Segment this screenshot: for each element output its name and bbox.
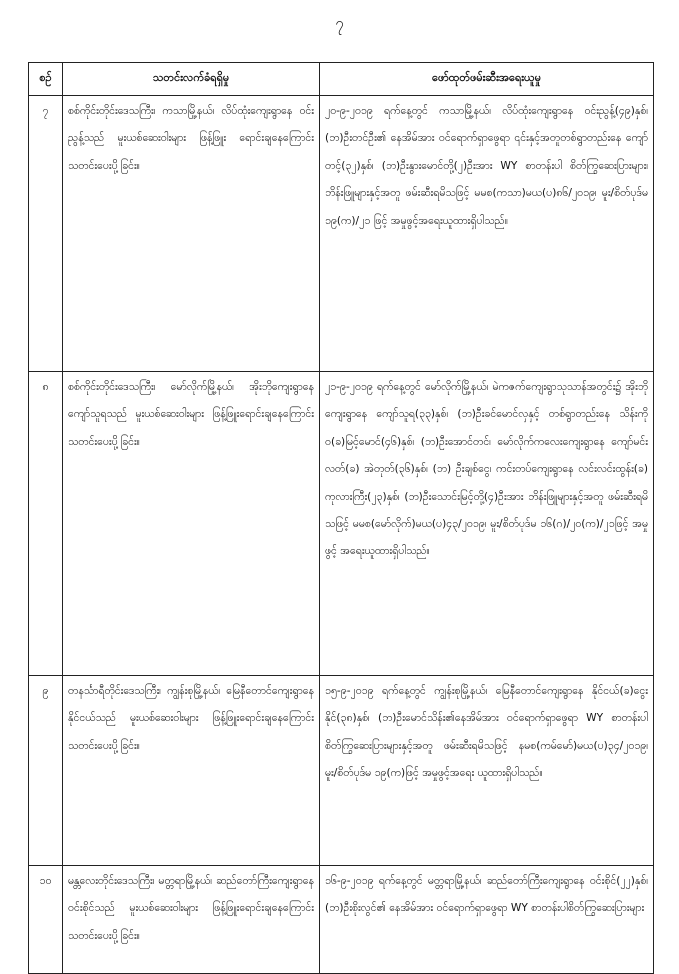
action-taken-cell: ၁၅-၉-၂၀၁၉ ရက်နေ့တွင် ကျွန်းစုမြို့နယ်၊ မြေနီတောင်ကျေးရွာနေ နိုင်ငယ်(ခ)ငွေးနိုင်(၃၈)နှစ်၊ (ဘ)ဦးမောင်သိန်း၏နေအိမ်အား ဝင်ရောက်ရှာဖွေရာ WY စာတန်းပါစိတ်ကြွဆေးပြားများနှင့်အတူ ဖမ်းဆီးရမိသဖြင့် နမစ(ကမ်မော်)မယ(ပ)၃၄/၂၀၁၉၊ မူး/စိတ်ပုဒ်မ ၁၉(က)ဖြင့် အမှုဖွင့်အရေး ယူထားရှိပါသည်။ bbox=[320, 676, 654, 866]
action-taken-cell: ၂၀-၉-၂၀၁၉ ရက်နေ့တွင် ကသာမြို့နယ်၊ လိပ်ထုံးကျေးရွာနေ ဝင်းညွန့်(၄၉)နှစ်၊ (ဘ)ဦးတင်ဦး၏ နေအိမ်အား ဝင်ရောက်ရှာဖွေရာ ၎င်းနှင့်အတူတစ်ရွာတည်းနေ ကျော်တင့်(၃၂)နှစ်၊ (ဘ)ဦးနွားမောင်တို့(၂)ဦးအား WY စာတန်းပါ စိတ်ကြွဆေးပြားများ၊ ဘိန်းဖြူများနှင့်အတူ ဖမ်းဆီးရမိသဖြင့် မမစ(ကသာ)မယ(ပ)၈၆/၂၀၁၉၊ မူး/စိတ်ပုဒ်မ ၁၉(က)/၂၁ ဖြင့် အမှုဖွင့်အရေးယူထားရှိပါသည်။ bbox=[320, 96, 654, 372]
table-row bbox=[29, 96, 654, 372]
serial-number-cell: ၁၀ bbox=[29, 866, 63, 974]
table-row bbox=[29, 866, 654, 974]
table-row bbox=[29, 676, 654, 866]
header-action-taken: ဖော်ထုတ်ဖမ်းဆီးအရေးယူမှု bbox=[320, 63, 654, 96]
action-taken-cell: ၁၆-၉-၂၀၁၉ ရက်နေ့တွင် မတ္တရာမြို့နယ်၊ ဆည်တော်ကြီးကျေးရွာနေ ဝင်းစိုင်(၂၂)နှစ်၊ (ဘ)ဦးစိုးလွင်၏ နေအိမ်အား ဝင်ရောက်ရှာဖွေရာ WY စာတန်းပါစိတ်ကြွဆေးပြားများ bbox=[320, 866, 654, 974]
information-received-cell: မန္တလေးတိုင်းဒေသကြီး၊ မတ္တရာမြို့နယ်၊ ဆည်တော်ကြီးကျေးရွာနေ ဝင်းစိုင်သည် မူးယစ်ဆေးဝါးများ ဖြန့်ဖြူးရောင်းချနေကြောင်း သတင်းပေးပို့ခြင်း။ bbox=[63, 866, 320, 974]
action-taken-cell: ၂၁-၉-၂၀၁၉ ရက်နေ့တွင် မော်လိုက်မြို့နယ်၊ မဲကဇက်ကျေးရွာသုသာန်အတွင်း၌ အိုးဘိုကျေးရွာနေ ကျော်သူရ(၃၃)နှစ်၊ (ဘ)ဦးခင်မောင်လှနှင့် တစ်ရွာတည်းနေ သိန်းကိုဝ(ခ)မြင့်မောင်(၄၆)နှစ်၊ (ဘ)ဦးအောင်တင်၊ မော်လိုက်ကလေးကျေးရွာနေ ကျော်မင်းလတ်(ခ) အဲတုတ်(၃၆)နှစ်၊ (ဘ) ဦးချစ်ငွေ၊ ကင်းတပ်ကျေးရွာနေ လင်းလင်းထွန်း(ခ) ကုလားကြီး(၂၃)နှစ်၊ (ဘ)ဦးသောင်းမြင့်တို့(၄)ဦးအား ဘိန်းဖြူများနှင့်အတူ ဖမ်းဆီးရမိသဖြင့် မမစ(မော်လိုက်)မယ(ပ)၄၃/၂၀၁၉၊ မူး/စိတ်ပုဒ်မ ၁၆(ဂ)/၂၀(က)/၂၁ဖြင့် အမှုဖွင့် အရေးယူထားရှိပါသည်။ bbox=[320, 372, 654, 676]
header-serial-number: စဉ် bbox=[29, 63, 63, 96]
table-row bbox=[29, 372, 654, 676]
page-number: ၇ bbox=[335, 14, 344, 32]
serial-number-cell: ၈ bbox=[29, 372, 63, 676]
table-header-row bbox=[29, 63, 654, 96]
header-information-received: သတင်းလက်ခံရရှိမှု bbox=[63, 63, 320, 96]
information-received-cell: စစ်ကိုင်းတိုင်းဒေသကြီး၊ မော်လိုက်မြို့နယ်၊ အိုးဘိုကျေးရွာနေ ကျော်သူရသည် မူးယစ်ဆေးဝါးများ ဖြန့်ဖြူးရောင်းချနေကြောင်း သတင်းပေးပို့ခြင်း။ bbox=[63, 372, 320, 676]
report-table bbox=[28, 62, 654, 974]
serial-number-cell: ၇ bbox=[29, 96, 63, 372]
information-received-cell: စစ်ကိုင်းတိုင်းဒေသကြီး၊ ကသာမြို့နယ်၊ လိပ်ထုံးကျေးရွာနေ ဝင်းညွန့်သည် မူးယစ်ဆေးဝါးများ ဖြန့်ဖြူး ရောင်းချနေကြောင်း သတင်းပေးပို့ခြင်း။ bbox=[63, 96, 320, 372]
information-received-cell: တနင်္သာရီတိုင်းဒေသကြီး၊ ကျွန်းစုမြို့နယ်၊ မြေနီတောင်ကျေးရွာနေ နိုင်ငယ်သည် မူးယစ်ဆေးဝါးများ ဖြန့်ဖြူးရောင်းချနေကြောင်း သတင်းပေးပို့ခြင်း။ bbox=[63, 676, 320, 866]
serial-number-cell: ၉ bbox=[29, 676, 63, 866]
